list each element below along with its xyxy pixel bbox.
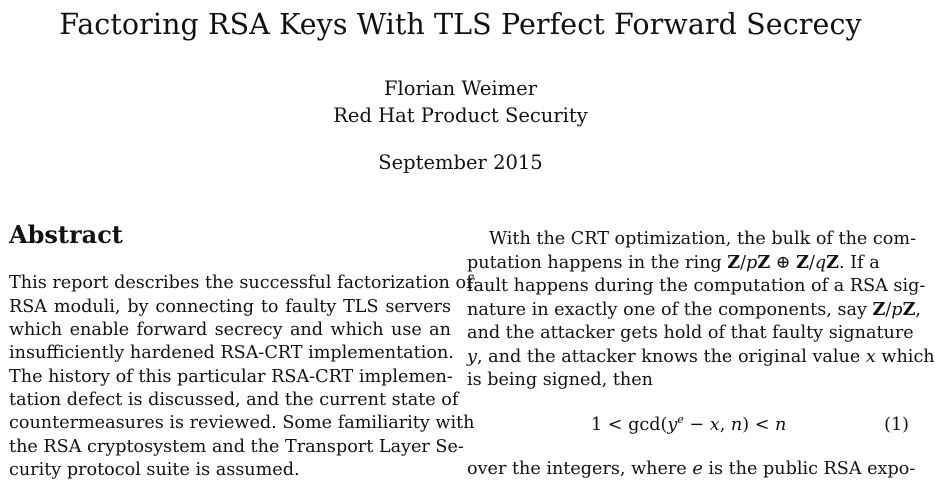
math-text: ) <	[742, 415, 776, 435]
body-text: ,	[915, 300, 921, 320]
math-variable: p	[746, 253, 758, 273]
body-text: nature in exactly one of the components, say	[467, 300, 873, 320]
abstract-line: the RSA cryptosystem and the Transport Layer Se-	[9, 437, 464, 457]
math-symbol: Z	[727, 252, 741, 273]
math-operator: −	[683, 415, 710, 435]
abstract-line: insufficiently hardened RSA-CRT implementation.	[9, 343, 454, 363]
abstract-line: curity protocol suite is assumed.	[9, 460, 300, 480]
body-line: putation happens in the ring Z/pZ ⊕ Z/qZ. If a	[467, 252, 880, 273]
body-text: over the integers, where	[467, 459, 693, 479]
body-text: With the CRT optimization, the bulk of the com-	[489, 229, 917, 249]
math-variable: p	[891, 300, 903, 320]
publication-date: September 2015	[378, 151, 543, 174]
body-line: nature in exactly one of the components, say Z/pZ,	[467, 299, 921, 320]
math-variable: q	[814, 253, 827, 273]
author-affiliation: Red Hat Product Security	[333, 104, 588, 127]
abstract-line: tation defect is discussed, and the current state of	[9, 390, 459, 410]
math-symbol: Z	[902, 299, 916, 320]
math-variable: y	[467, 347, 477, 367]
abstract-line: which enable forward secrecy and which use an	[9, 320, 451, 340]
math-variable: y	[667, 415, 678, 435]
abstract-line: countermeasures is reviewed. Some familiarity with	[9, 413, 475, 433]
author-name: Florian Weimer	[383, 77, 538, 100]
body-line: fault happens during the computation of a RSA sig-	[467, 276, 926, 296]
math-symbol: Z	[826, 252, 839, 273]
body-line: is being signed, then	[467, 370, 653, 390]
body-line	[467, 227, 917, 251]
math-symbol: Z	[872, 299, 886, 320]
display-equation	[467, 413, 909, 437]
math-text: 1 < gcd(	[591, 415, 668, 435]
abstract-line: RSA moduli, by connecting to faulty TLS servers	[9, 297, 451, 317]
paper-title: Factoring RSA Keys With TLS Perfect Forward Secrecy	[59, 8, 862, 41]
math-variable: x	[865, 347, 876, 367]
math-symbol: Z	[757, 252, 771, 273]
equation-number: (1)	[884, 415, 909, 435]
body-line: and the attacker gets hold of that faulty signature	[467, 323, 914, 343]
body-text: putation happens in the ring	[467, 253, 728, 273]
math-variable: x	[709, 415, 720, 435]
abstract-line: This report describes the successful factorization of	[9, 273, 473, 293]
abstract-line: The history of this particular RSA-CRT implemen-	[9, 367, 453, 387]
body-text: is the public RSA expo-	[702, 459, 916, 479]
math-exponent: e	[677, 413, 684, 427]
body-text: which	[875, 347, 935, 367]
body-text: , and the attacker knows the original value	[476, 347, 866, 367]
body-text: . If a	[838, 253, 880, 273]
math-variable: n	[775, 415, 787, 435]
math-symbol: Z	[796, 252, 809, 273]
math-operator: ⊕	[770, 253, 797, 273]
math-variable: e	[692, 459, 703, 479]
math-variable: n	[730, 415, 743, 435]
abstract-heading: Abstract	[9, 220, 123, 249]
body-line	[467, 457, 916, 481]
equation-body	[591, 413, 786, 437]
math-text: ,	[719, 415, 731, 435]
body-line	[467, 345, 935, 369]
